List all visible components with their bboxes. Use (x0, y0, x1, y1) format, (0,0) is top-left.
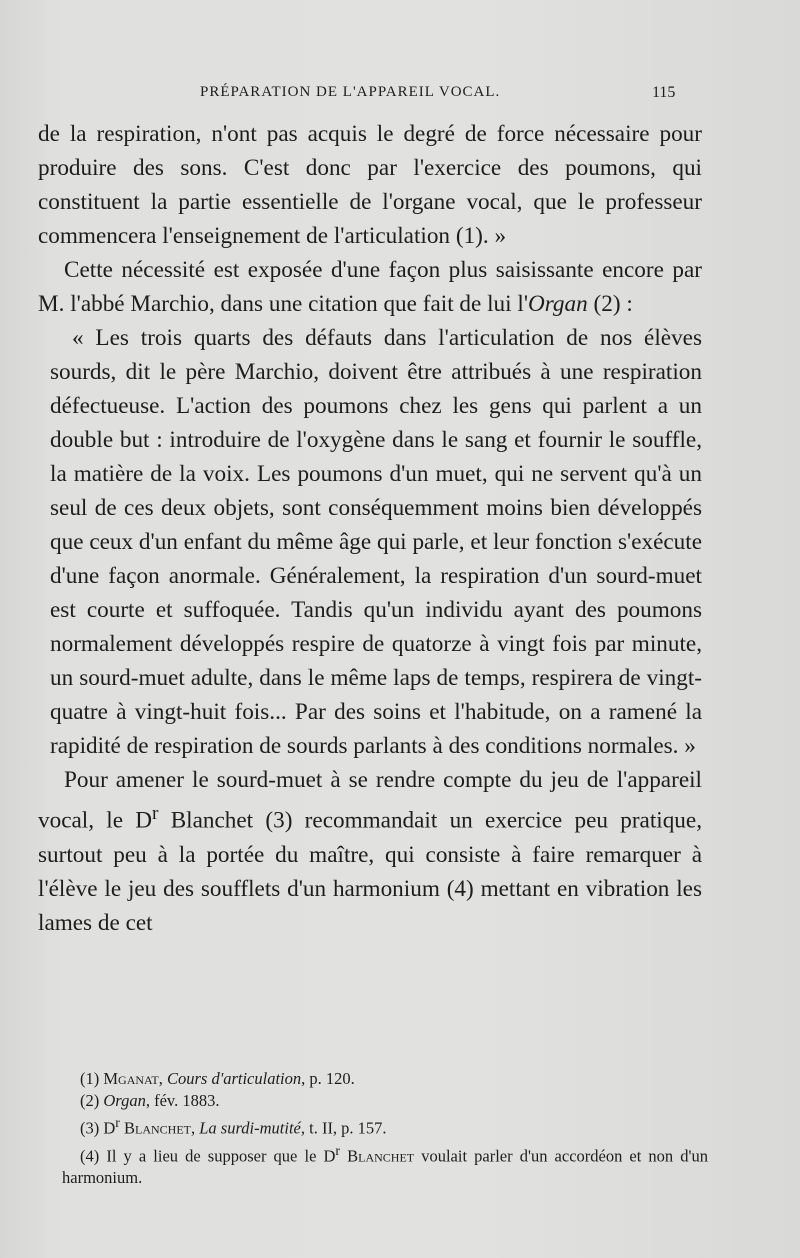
footnote-author: Blanchet (119, 1118, 191, 1138)
footnote-text: voulait parler d'un accordéon et non d'un harmonium. (62, 1146, 709, 1187)
footnote-2 (62, 1090, 708, 1112)
footnote-rest: , t. II, p. 157. (300, 1118, 387, 1138)
footnote-4 (62, 1140, 708, 1190)
page-number: 115 (652, 84, 676, 101)
superscript: r (335, 1142, 341, 1158)
footnote-number: (1) (80, 1069, 104, 1088)
footnote-number: (2) (80, 1091, 104, 1110)
footnote-title: Organ (103, 1091, 146, 1110)
footnote-rest: , p. 120. (301, 1069, 355, 1088)
footnote-text: (4) Il y a lieu de supposer que le D (80, 1146, 336, 1165)
footnote-separator: , (191, 1118, 200, 1138)
footnote-1 (62, 1068, 708, 1090)
paragraph-marchio-intro (38, 253, 702, 321)
paragraph-continued: de la respiration, n'ont pas acquis le degré de force nécessaire pour produire des sons. C'est donc par l'exercice des poumons, qui constituent la partie essentielle de l'organe vocal, que le professeur commencera l'enseignement de l'articulation (1). » (38, 121, 702, 249)
main-text (38, 117, 702, 940)
journal-title: Organ (528, 291, 588, 317)
superscript: r (152, 803, 159, 824)
footnote-title: La surdi-mutité (199, 1118, 301, 1138)
running-title: PRÉPARATION DE L'APPAREIL VOCAL. (200, 84, 501, 100)
footnote-separator: , (158, 1069, 167, 1088)
footnote-3 (62, 1112, 708, 1140)
footnotes (62, 1068, 708, 1189)
footnote-author: Mganat (103, 1069, 159, 1088)
paragraph-blanchet (38, 763, 702, 940)
footnote-author: Blanchet (340, 1146, 415, 1165)
superscript: r (115, 1115, 120, 1130)
quotation: « Les trois quarts des défauts dans l'articulation de nos élèves sourds, dit le père Marchio, doivent être attribués à une respiration défectueuse. L'action des poumons chez les gens qui parlent a un double but : introduire de l'oxygène dans le sang et fournir le souffle, la matière de la voix. Les poumons d'un muet, qui ne servent qu'à un seul de ces deux objets, sont conséquemment moins bien développés que ceux d'un enfant du même âge qui parle, et leur fonction s'exécute d'une façon anormale. Généralement, la respiration d'un sourd-muet est courte et suffoquée. Tandis qu'un individu ayant des poumons normalement développés respire de quatorze à vingt fois par minute, un sourd-muet adulte, dans le même laps de temps, respirera de vingt-quatre à vingt-huit fois... Par des soins et l'habitude, on a ramené la rapidité de respiration de sourds parlants à des conditions normales. » (50, 325, 702, 759)
footnote-rest: , fév. 1883. (145, 1091, 220, 1110)
paragraph-text: Pour amener le sourd-muet à se rendre compte du jeu de l'appareil vocal, le D (38, 767, 702, 834)
page-header (0, 84, 800, 110)
footnote-title: Cours d'articulation (166, 1069, 302, 1088)
paragraph-text: (2) : (587, 291, 633, 317)
paragraph-text: Blanchet (3) recommandait un exercice peu pratique, surtout peu à la portée du maître, qui consiste à faire remarquer à l'élève le jeu des soufflets d'un harmonium (4) mettant en vibration les lames de cet (38, 807, 702, 936)
paragraph-text: Cette nécessité est exposée d'une façon plus saisissante encore par M. l'abbé Marchio, dans une citation que fait de lui l' (38, 257, 702, 317)
footnote-number: (3) D (80, 1118, 116, 1138)
